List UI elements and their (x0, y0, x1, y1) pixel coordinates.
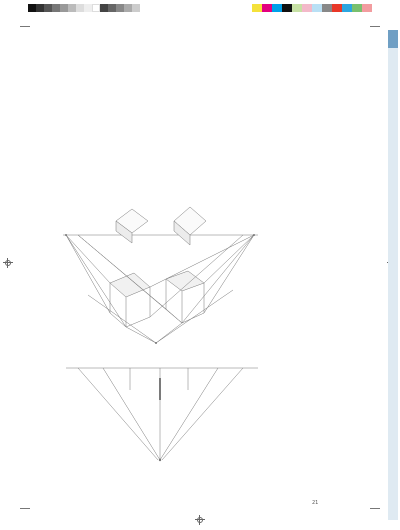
trim-mark (370, 26, 380, 27)
print-color-bar-color (252, 4, 372, 12)
figure-2-line-diagram (58, 360, 263, 465)
page-number: 21 (312, 500, 319, 506)
registration-mark (3, 258, 13, 268)
chapter-sidebar (388, 30, 398, 520)
registration-mark (195, 515, 205, 525)
trim-mark (20, 26, 30, 27)
chapter-tab (388, 30, 398, 48)
trim-mark (20, 508, 30, 509)
trim-mark (370, 508, 380, 509)
figure-1-perspective-drawing (58, 185, 263, 345)
print-color-bar (28, 4, 140, 12)
